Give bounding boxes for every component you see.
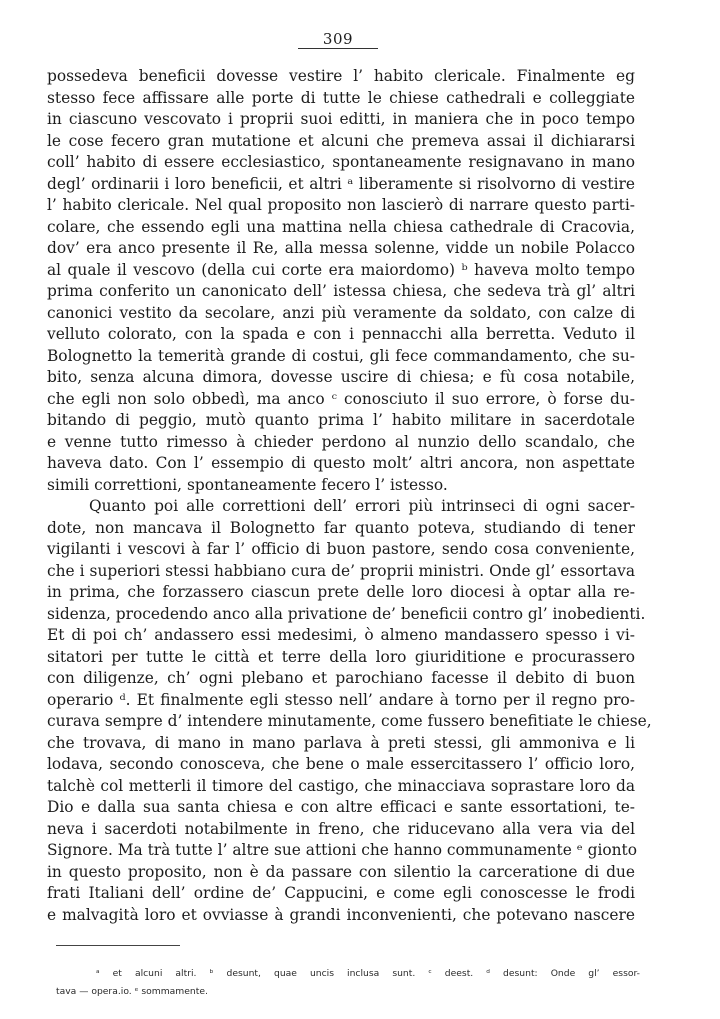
text-line: bito, senza alcuna dimora, dovesse uscire di chiesa; e fù cosa notabile, xyxy=(47,368,635,386)
text-line: talchè col metterli il timore del castigo, che minacciava soprastare loro da xyxy=(47,776,635,795)
text-line: vigilanti i vescovi à far l’ officio di buon pastore, sendo cosa conveniente, xyxy=(47,540,635,558)
text-line: l’ habito clericale. Nel qual proposito non lascierò di narrare questo parti- xyxy=(47,196,635,214)
text-line: e malvagità loro et ovviasse à grandi inconvenienti, che potevano nascere xyxy=(47,905,635,924)
text-line: in prima, che forzassero ciascun prete delle loro diocesi à optar alla re- xyxy=(47,583,635,601)
footnote-line: tava — opera.io. ᵉ sommamente. xyxy=(56,986,208,997)
text-line: simili correttioni, spontaneamente fecero l’ istesso. xyxy=(47,475,448,494)
text-line: degl’ ordinarii i loro beneficii, et altri ᵃ liberamente si risolvorno di vestire xyxy=(47,174,635,193)
text-line: coll’ habito di essere ecclesiastico, spontaneamente resignavano in mano xyxy=(47,153,635,171)
footnote-line: ᵃ et alcuni altri. ᵇ desunt, quae uncis inclusa sunt. ᶜ deest. ᵈ desunt: Onde gl’ essor- xyxy=(96,968,640,979)
text-line: che trovava, di mano in mano parlava à preti stessi, gli ammoniva e li xyxy=(47,733,635,752)
text-line: possedeva beneficii dovesse vestire l’ habito clericale. Finalmente eg xyxy=(47,67,635,85)
text-line: haveva dato. Con l’ essempio di questo molt’ altri ancora, non aspettate xyxy=(47,454,635,472)
text-line: dote, non mancava il Bolognetto far quanto poteva, studiando di tener xyxy=(47,518,635,537)
text-line: velluto colorato, con la spada e con i pennacchi alla berretta. Veduto il xyxy=(47,325,635,343)
text-line: lodava, secondo conosceva, che bene o male essercitassero l’ officio loro, xyxy=(47,755,635,773)
text-line: sidenza, procedendo anco alla privatione de’ beneficii contro gl’ inobedienti. xyxy=(47,604,646,623)
paragraph xyxy=(47,496,652,926)
text-line: colare, che essendo egli una mattina nella chiesa cathedrale di Cracovia, xyxy=(47,217,635,236)
text-line: che i superiori stessi habbiano cura de’ proprii ministri. Onde gl’ essortava xyxy=(47,561,635,580)
text-line: in questo proposito, non è da passare con silentio la carceratione di due xyxy=(47,862,635,881)
text-line: neva i sacerdoti notabilmente in freno, che riducevano alla vera via del xyxy=(47,819,635,838)
text-line: stesso fece affissare alle porte di tutte le chiese cathedrali e colleggiate xyxy=(47,88,635,107)
text-line: operario ᵈ. Et finalmente egli stesso nell’ andare à torno per il regno pro- xyxy=(47,690,635,709)
body-text xyxy=(47,66,652,926)
paragraph xyxy=(47,66,635,496)
footnotes xyxy=(56,965,640,1001)
text-line: canonici vestito da secolare, anzi più veramente da soldato, con calze di xyxy=(47,303,635,322)
text-line: con diligenze, ch’ ogni plebano et parochiano facesse il debito di buon xyxy=(47,669,635,687)
text-line: e venne tutto rimesso à chieder perdono al nunzio dello scandalo, che xyxy=(47,432,635,451)
text-line: Et di poi ch’ andassero essi medesimi, ò almeno mandassero spesso i vi- xyxy=(47,626,635,644)
footnote-rule xyxy=(56,945,180,946)
text-line: sitatori per tutte le città et terre della loro giuriditione e procurassero xyxy=(47,647,635,666)
text-line: al quale il vescovo (della cui corte era maiordomo) ᵇ haveva molto tempo xyxy=(47,260,635,279)
text-line: prima conferito un canonicato dell’ istessa chiesa, che sedeva trà gl’ altri xyxy=(47,282,635,300)
page-number-rule xyxy=(298,48,378,49)
text-line: in ciascuno vescovato i proprii suoi editti, in maniera che in poco tempo xyxy=(47,110,635,128)
text-line: frati Italiani dell’ ordine de’ Cappucini, e come egli conoscesse le frodi xyxy=(47,884,635,902)
text-line: curava sempre d’ intendere minutamente, come fussero benefitiate le chiese, xyxy=(47,712,652,730)
text-line: Bolognetto la temerità grande di costui, gli fece commandamento, che su- xyxy=(47,346,635,365)
text-line: che egli non solo obbedì, ma anco ᶜ conosciuto il suo errore, ò forse du- xyxy=(47,389,635,408)
text-line: Signore. Ma trà tutte l’ altre sue attioni che hanno communamente ᵉ gionto xyxy=(47,841,637,859)
text-line: Quanto poi alle correttioni dell’ errori più intrinseci di ogni sacer- xyxy=(89,497,635,515)
text-line: bitando di peggio, mutò quanto prima l’ habito militare in sacerdotale xyxy=(47,411,635,429)
text-line: le cose fecero gran mutatione et alcuni che premeva assai il dichiararsi xyxy=(47,131,635,150)
text-line: dov’ era anco presente il Re, alla messa solenne, vidde un nobile Polacco xyxy=(47,239,635,257)
page-number: 309 xyxy=(322,30,354,48)
text-line: Dio e dalla sua santa chiesa e con altre efficaci e sante essortationi, te- xyxy=(47,798,635,816)
